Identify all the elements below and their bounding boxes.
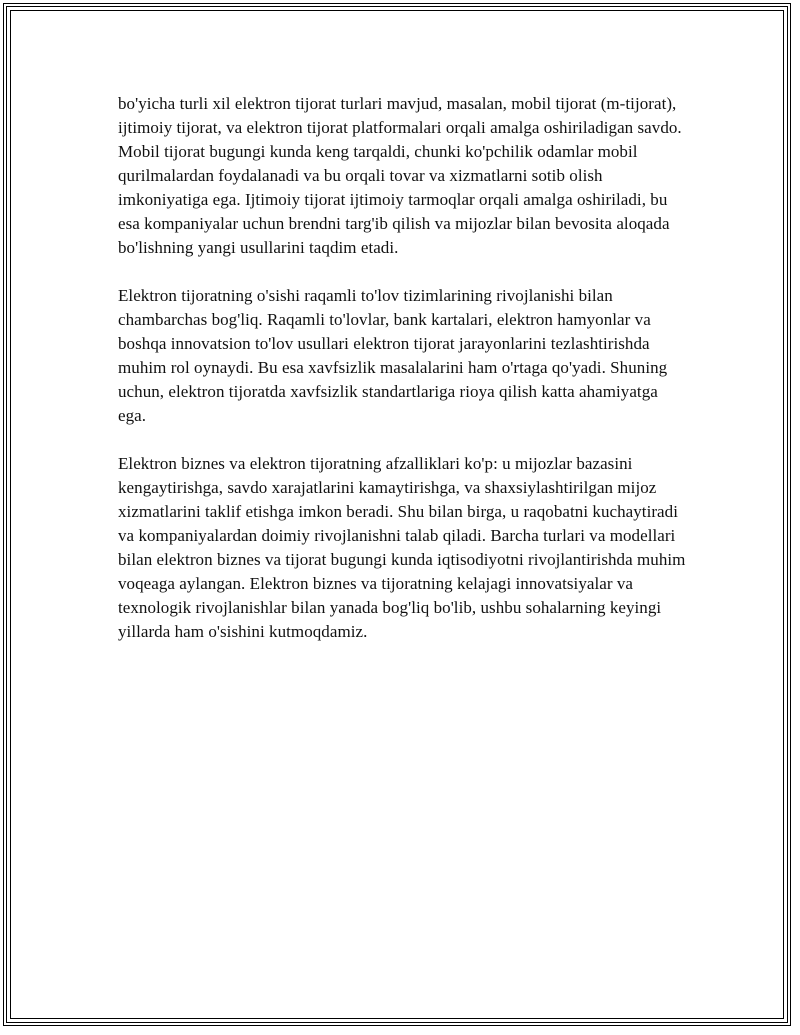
paragraph-digital-payments: Elektron tijoratning o'sishi raqamli to'lov tizimlarining rivojlanishi bilan chambarchas bog'liq. Raqamli to'lovlar, bank kartalari, elektron hamyonlar va boshqa innovatsion to'lov usullari elektron tijorat jarayonlarini tezlashtirishda muhim rol oynaydi. Bu esa xavfsizlik masalalarini ham o'rtaga qo'yadi. Shuning uchun, elektron tijoratda xavfsizlik standartlariga rioya qilish katta ahamiyatga ega. [118,286,668,425]
paragraph-advantages: Elektron biznes va elektron tijoratning afzalliklari ko'p: u mijozlar bazasini kengaytirishga, savdo xarajatlarini kamaytirishga, va shaxsiylashtirilgan mijoz xizmatlarini taklif etishga imkon beradi. Shu bilan birga, u raqobatni kuchaytiradi va kompaniyalardan doimiy rivojlanishni talab qiladi. Barcha turlari va modellari bilan elektron biznes va tijorat bugungi kunda iqtisodiyotni rivojlantirishda muhim voqeaga aylangan. Elektron biznes va tijoratning kelajagi innovatsiyalar va texnologik rivojlanishlar bilan yanada bog'liq bo'lib, ushbu sohalarning keyingi yillarda ham o'sishini kutmoqdamiz. [118,454,686,641]
paragraph-mobile-social-commerce: bo'yicha turli xil elektron tijorat turlari mavjud, masalan, mobil tijorat (m-tijorat), ijtimoiy tijorat, va elektron tijorat platformalari orqali amalga oshiriladigan savdo. Mobil tijorat bugungi kunda keng tarqaldi, chunki ko'pchilik odamlar mobil qurilmalardan foydalanadi va bu orqali tovar va xizmatlarni sotib olish imkoniyatiga ega. Ijtimoiy tijorat ijtimoiy tarmoqlar orqali amalga oshiriladi, bu esa kompaniyalar uchun brendni targ'ib qilish va mijozlar bilan bevosita aloqada bo'lishning yangi usullarini taqdim etadi. [118,94,682,257]
document-body [118,92,690,668]
